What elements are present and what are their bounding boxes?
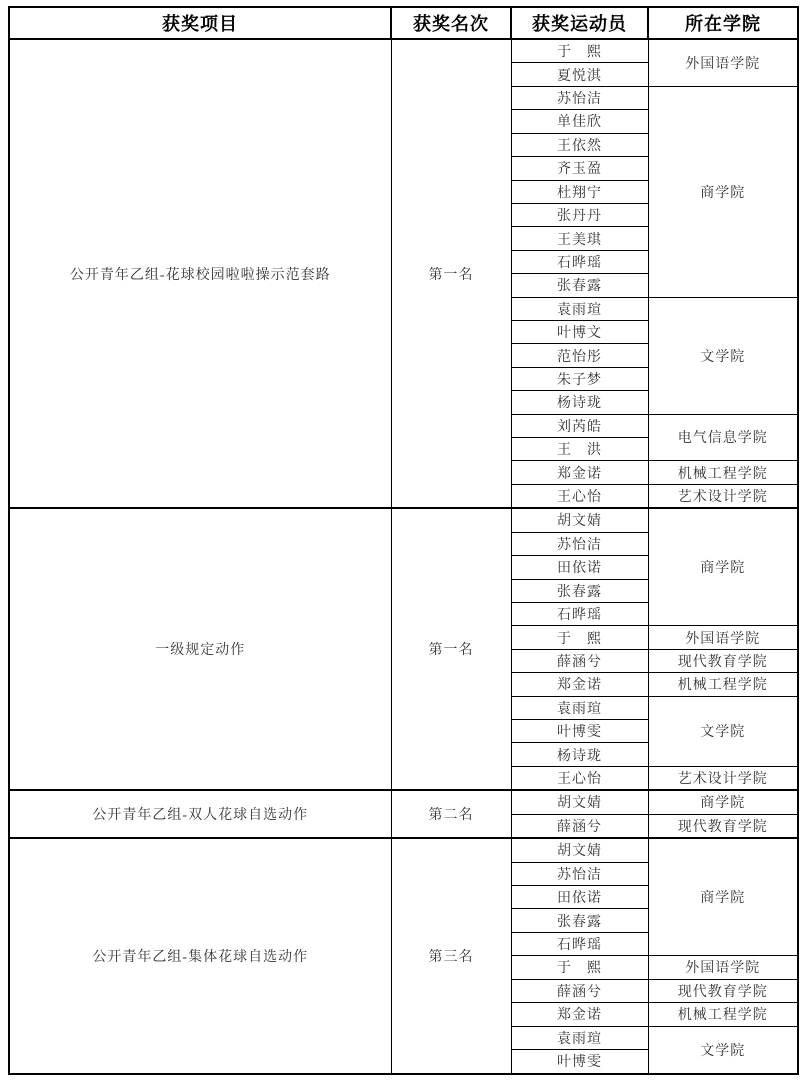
athlete-cell: 胡文婧: [511, 838, 648, 862]
header-college: 所在学院: [648, 7, 798, 39]
college-cell: 电气信息学院: [648, 414, 798, 461]
athlete-cell: 王美琪: [511, 227, 648, 250]
table-row: [9, 790, 798, 814]
college-cell: 商学院: [648, 508, 798, 626]
athlete-cell: 张春露: [511, 909, 648, 932]
college-cell: 商学院: [648, 790, 798, 814]
athlete-cell: 袁雨瑄: [511, 297, 648, 320]
header-project: 获奖项目: [9, 7, 391, 39]
athlete-cell: 王依然: [511, 133, 648, 156]
college-cell: 机械工程学院: [648, 673, 798, 696]
college-cell: 艺术设计学院: [648, 766, 798, 790]
athlete-cell: 张丹丹: [511, 203, 648, 226]
athlete-cell: 苏怡洁: [511, 862, 648, 885]
athlete-cell: 叶博雯: [511, 719, 648, 742]
athlete-cell: 张春露: [511, 579, 648, 602]
athlete-cell: 薛涵兮: [511, 649, 648, 672]
athlete-cell: 叶博雯: [511, 1049, 648, 1074]
college-cell: 艺术设计学院: [648, 484, 798, 508]
header-rank: 获奖名次: [391, 7, 511, 39]
college-cell: 机械工程学院: [648, 461, 798, 484]
athlete-cell: 叶博文: [511, 320, 648, 343]
college-cell: 文学院: [648, 1026, 798, 1074]
header-athlete: 获奖运动员: [511, 7, 648, 39]
athlete-cell: 单佳欣: [511, 110, 648, 133]
rank-cell: 第一名: [391, 39, 511, 508]
college-cell: 文学院: [648, 696, 798, 766]
college-cell: 机械工程学院: [648, 1003, 798, 1026]
college-cell: 外国语学院: [648, 956, 798, 979]
college-cell: 外国语学院: [648, 39, 798, 86]
college-cell: 现代教育学院: [648, 649, 798, 672]
athlete-cell: 苏怡洁: [511, 86, 648, 109]
athlete-cell: 王 洪: [511, 437, 648, 460]
athlete-cell: 于 熙: [511, 956, 648, 979]
athlete-cell: 袁雨瑄: [511, 696, 648, 719]
rank-cell: 第二名: [391, 790, 511, 838]
athlete-cell: 于 熙: [511, 39, 648, 63]
athlete-cell: 杜翔宁: [511, 180, 648, 203]
athlete-cell: 夏悦淇: [511, 63, 648, 86]
table-row: [9, 838, 798, 862]
athlete-cell: 齐玉盈: [511, 157, 648, 180]
college-cell: 文学院: [648, 297, 798, 414]
athlete-cell: 田依诺: [511, 556, 648, 579]
athlete-cell: 杨诗珑: [511, 391, 648, 414]
college-cell: 现代教育学院: [648, 814, 798, 838]
athlete-cell: 胡文婧: [511, 790, 648, 814]
table-row: [9, 39, 798, 63]
athlete-cell: 石晔瑶: [511, 932, 648, 955]
college-cell: 商学院: [648, 838, 798, 956]
athlete-cell: 石晔瑶: [511, 602, 648, 625]
athlete-cell: 范怡彤: [511, 344, 648, 367]
athlete-cell: 田依诺: [511, 886, 648, 909]
awards-table: [8, 6, 799, 1075]
athlete-cell: 朱子梦: [511, 367, 648, 390]
project-cell: 公开青年乙组-集体花球自选动作: [9, 838, 391, 1074]
college-cell: 外国语学院: [648, 626, 798, 649]
project-cell: 公开青年乙组-双人花球自选动作: [9, 790, 391, 838]
athlete-cell: 薛涵兮: [511, 979, 648, 1002]
athlete-cell: 袁雨瑄: [511, 1026, 648, 1049]
athlete-cell: 王心怡: [511, 484, 648, 508]
athlete-cell: 郑金诺: [511, 673, 648, 696]
college-cell: 现代教育学院: [648, 979, 798, 1002]
project-cell: 公开青年乙组-花球校园啦啦操示范套路: [9, 39, 391, 508]
athlete-cell: 苏怡洁: [511, 532, 648, 555]
header-row: [9, 7, 798, 39]
college-cell: 商学院: [648, 86, 798, 297]
athlete-cell: 郑金诺: [511, 1003, 648, 1026]
table-row: [9, 508, 798, 532]
athlete-cell: 张春露: [511, 274, 648, 297]
athlete-cell: 于 熙: [511, 626, 648, 649]
athlete-cell: 石晔瑶: [511, 250, 648, 273]
athlete-cell: 杨诗珑: [511, 743, 648, 766]
athlete-cell: 胡文婧: [511, 508, 648, 532]
rank-cell: 第一名: [391, 508, 511, 790]
athlete-cell: 王心怡: [511, 766, 648, 790]
project-cell: 一级规定动作: [9, 508, 391, 790]
athlete-cell: 薛涵兮: [511, 814, 648, 838]
table-body: [9, 39, 798, 1074]
rank-cell: 第三名: [391, 838, 511, 1074]
athlete-cell: 刘芮皓: [511, 414, 648, 437]
athlete-cell: 郑金诺: [511, 461, 648, 484]
